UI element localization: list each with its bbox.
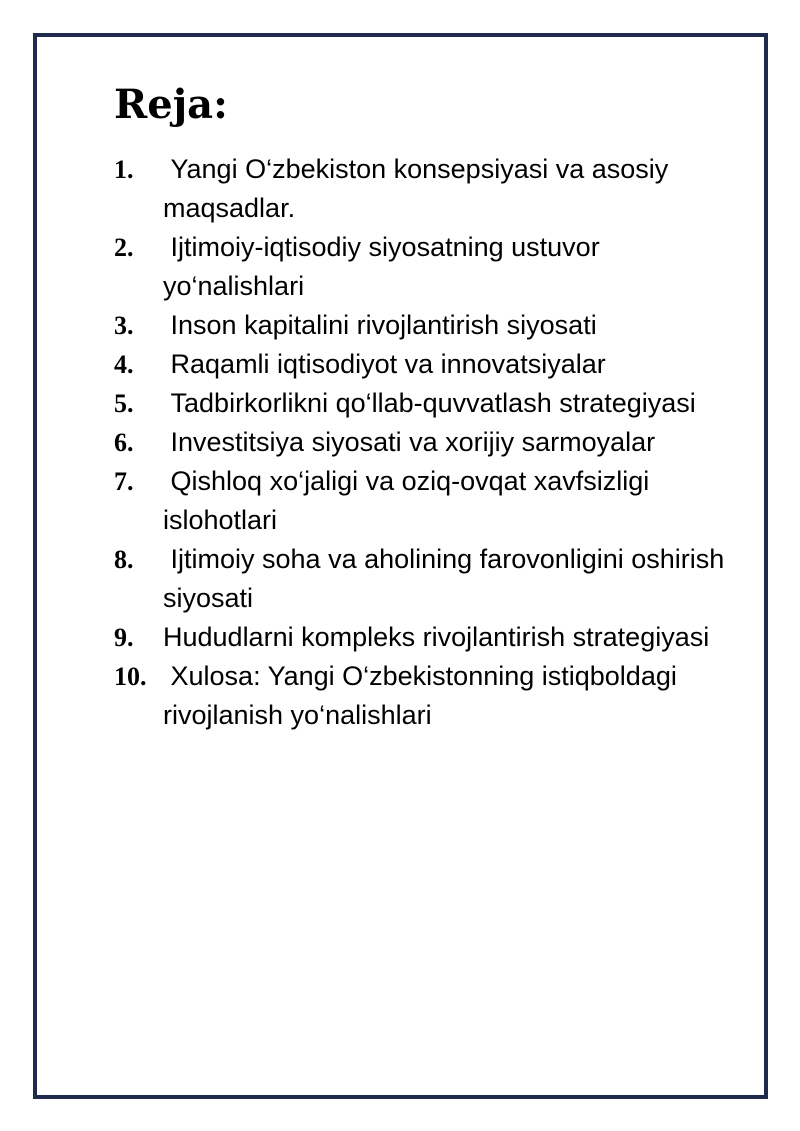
list-item-number: 2. xyxy=(114,233,134,262)
list-item-text: Investitsiya siyosati va xorijiy sarmoyalar xyxy=(163,427,656,457)
list-item xyxy=(114,462,734,540)
list-item xyxy=(114,228,734,306)
list-item-number: 3. xyxy=(114,311,134,340)
list-item xyxy=(114,384,734,423)
list-item-number: 5. xyxy=(114,389,134,418)
list-item-text: Ijtimoiy-iqtisodiy siyosatning ustuvor yo‘nalishlari xyxy=(163,232,608,301)
list-item-number: 9. xyxy=(114,623,134,652)
page-title: Reja: xyxy=(114,81,228,128)
list-item-number: 8. xyxy=(114,545,134,574)
list-item-text: Tadbirkorlikni qo‘llab-quvvatlash strategiyasi xyxy=(163,388,696,418)
list-item-number: 7. xyxy=(114,467,134,496)
list-item-number: 6. xyxy=(114,428,134,457)
plan-list xyxy=(114,150,734,735)
list-item xyxy=(114,345,734,384)
list-item-text: Raqamli iqtisodiyot va innovatsiyalar xyxy=(163,349,606,379)
list-item xyxy=(114,540,734,618)
list-item xyxy=(114,657,734,735)
list-item xyxy=(114,618,734,657)
list-item-number: 1. xyxy=(114,155,134,184)
list-item-text: Xulosa: Yangi O‘zbekistonning istiqboldagi rivojlanish yo‘nalishlari xyxy=(163,661,685,730)
list-item-text: Inson kapitalini rivojlantirish siyosati xyxy=(163,310,597,340)
list-item-number: 4. xyxy=(114,350,134,379)
list-item xyxy=(114,423,734,462)
list-item-number: 10. xyxy=(114,662,147,691)
list-item-text: Qishloq xo‘jaligi va oziq-ovqat xavfsizligi islohotlari xyxy=(163,466,657,535)
list-item-text: Ijtimoiy soha va aholining farovonligini oshirish siyosati xyxy=(163,544,732,613)
list-item xyxy=(114,306,734,345)
list-item-text: Hududlarni kompleks rivojlantirish strategiyasi xyxy=(163,622,710,652)
list-item-text: Yangi O‘zbekiston konsepsiyasi va asosiy maqsadlar. xyxy=(163,154,676,223)
list-item xyxy=(114,150,734,228)
